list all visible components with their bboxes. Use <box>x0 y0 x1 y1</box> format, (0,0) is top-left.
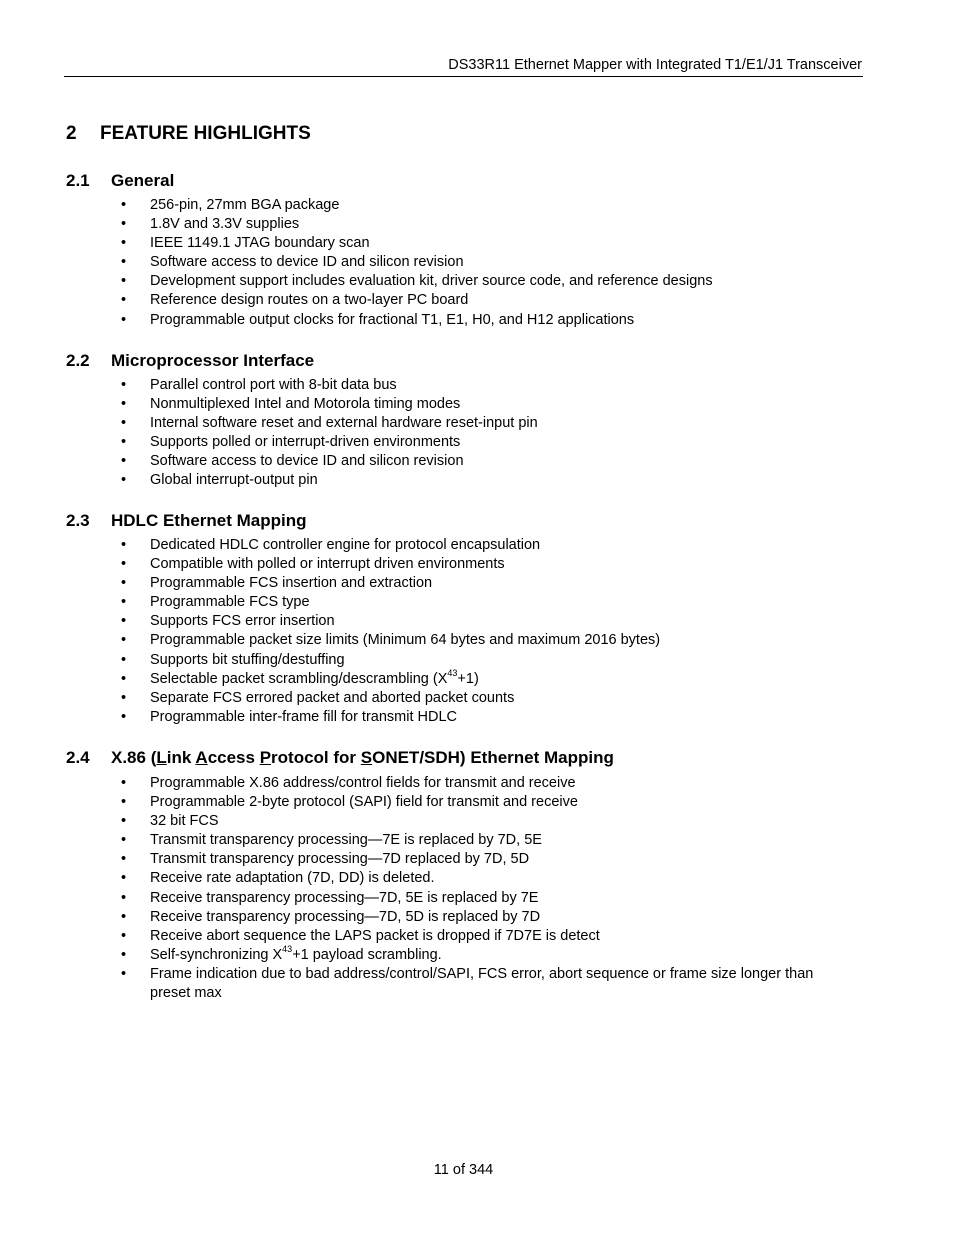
list-item-self-sync <box>0 943 840 965</box>
section-number: 2.2 <box>66 351 90 370</box>
list-item: • 1.8V and 3.3V supplies <box>0 215 840 234</box>
list-item-scrambling <box>0 667 840 689</box>
section-title-part: rotocol for <box>271 748 361 767</box>
self-sync-text-end: +1 payload scrambling. <box>292 946 442 963</box>
section-heading-microprocessor-interface <box>66 350 314 371</box>
exponent: 43 <box>282 943 293 954</box>
list-item: • 256-pin, 27mm BGA package <box>0 196 840 215</box>
list-item: • Dedicated HDLC controller engine for protocol encapsulation <box>0 536 840 555</box>
list-item: • Internal software reset and external hardware reset-input pin <box>0 414 840 433</box>
list-item: • Programmable FCS insertion and extraction <box>0 574 840 593</box>
scrambling-text: Selectable packet scrambling/descrambling (X <box>150 670 448 687</box>
list-item: • Frame indication due to bad address/control/SAPI, FCS error, abort sequence or frame size longer than preset max <box>0 965 840 1003</box>
section-title: HDLC Ethernet Mapping <box>111 511 307 530</box>
exponent: 43 <box>447 667 458 678</box>
section-title-underlined-letter: L <box>156 748 167 767</box>
list-item: • Software access to device ID and silicon revision <box>0 253 840 272</box>
list-item: • Receive abort sequence the LAPS packet is dropped if 7D7E is detect <box>0 927 840 946</box>
section-title-underlined-letter: A <box>195 748 208 767</box>
list-item: • Programmable FCS type <box>0 593 840 612</box>
list-item: • Compatible with polled or interrupt driven environments <box>0 555 840 574</box>
list-item: • Receive transparency processing—7D, 5D is replaced by 7D <box>0 908 840 927</box>
section-heading-general <box>66 170 174 191</box>
list-item: • Programmable 2-byte protocol (SAPI) field for transmit and receive <box>0 793 840 812</box>
list-item: • Software access to device ID and silicon revision <box>0 452 840 471</box>
list-item: • Separate FCS errored packet and aborted packet counts <box>0 689 840 708</box>
section-title-part: ink <box>166 748 196 767</box>
general-feature-list <box>0 196 840 330</box>
scrambling-text-end: +1) <box>457 670 479 687</box>
self-sync-text: Self-synchronizing X <box>150 946 283 963</box>
section-number: 2.3 <box>66 511 90 530</box>
section-number: 2.4 <box>66 748 90 767</box>
page-number: 11 of 344 <box>433 1162 494 1178</box>
list-item: • Receive rate adaptation (7D, DD) is deleted. <box>0 869 840 888</box>
section-title-underlined-letter: S <box>360 748 373 767</box>
list-item: • Programmable X.86 address/control fields for transmit and receive <box>0 774 840 793</box>
list-item: • 32 bit FCS <box>0 812 840 831</box>
running-header: DS33R11 Ethernet Mapper with Integrated T1/E1/J1 Transceiver <box>448 57 862 73</box>
hdlc-feature-list <box>0 536 840 727</box>
section-title-part: ONET/SDH) Ethernet Mapping <box>372 748 614 767</box>
list-item: • Nonmultiplexed Intel and Motorola timing modes <box>0 395 840 414</box>
list-item: • Parallel control port with 8-bit data bus <box>0 376 840 395</box>
chapter-title: FEATURE HIGHLIGHTS <box>100 123 311 144</box>
section-number: 2.1 <box>66 171 90 190</box>
section-title: General <box>111 171 175 190</box>
list-item: • Receive transparency processing—7D, 5E is replaced by 7E <box>0 889 840 908</box>
list-item: • Programmable inter-frame fill for transmit HDLC <box>0 708 840 727</box>
list-item: • Transmit transparency processing—7D replaced by 7D, 5D <box>0 850 840 869</box>
list-item: • IEEE 1149.1 JTAG boundary scan <box>0 234 840 253</box>
chapter-number: 2 <box>66 123 77 144</box>
section-title-part: ccess <box>207 748 260 767</box>
list-item: • Reference design routes on a two-layer PC board <box>0 291 840 310</box>
section-heading-x86-ethernet-mapping <box>66 747 614 768</box>
list-item: • Programmable packet size limits (Minimum 64 bytes and maximum 2016 bytes) <box>0 631 840 650</box>
list-item: • Supports FCS error insertion <box>0 612 840 631</box>
list-item: • Supports bit stuffing/destuffing <box>0 651 840 670</box>
list-item: • Global interrupt-output pin <box>0 471 840 490</box>
section-title-part: X.86 ( <box>111 748 157 767</box>
x86-feature-list <box>0 774 840 1003</box>
list-item: • Development support includes evaluation kit, driver source code, and reference designs <box>0 272 840 291</box>
section-heading-hdlc-ethernet-mapping <box>66 510 307 531</box>
header-rule <box>64 76 863 77</box>
list-item: • Programmable output clocks for fractional T1, E1, H0, and H12 applications <box>0 311 840 330</box>
chapter-heading <box>66 122 311 146</box>
microprocessor-feature-list <box>0 376 840 491</box>
list-item: • Supports polled or interrupt-driven environments <box>0 433 840 452</box>
section-title-underlined-letter: P <box>259 748 272 767</box>
section-title: Microprocessor Interface <box>111 351 315 370</box>
list-item: • Transmit transparency processing—7E is replaced by 7D, 5E <box>0 831 840 850</box>
